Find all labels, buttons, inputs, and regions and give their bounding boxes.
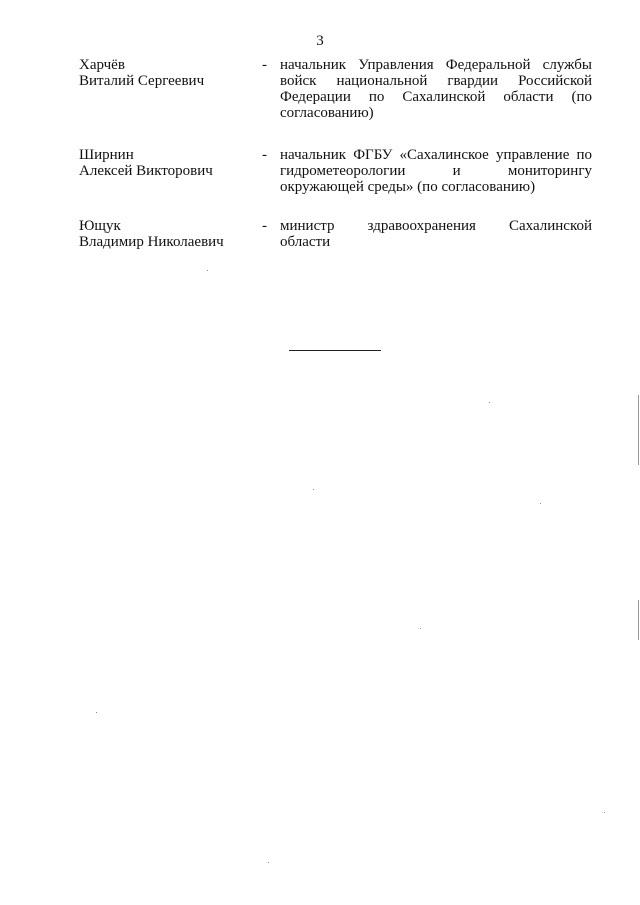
member-name xyxy=(79,57,254,89)
scan-speck xyxy=(540,503,541,504)
scan-speck xyxy=(604,812,605,813)
scan-speck xyxy=(207,270,208,271)
member-role xyxy=(280,218,592,250)
scan-edge-mark xyxy=(638,395,639,465)
entry-dash: - xyxy=(262,218,267,234)
role-line: гидрометеорологии и мониторингу xyxy=(280,163,592,179)
member-given-name: Алексей Викторович xyxy=(79,163,213,179)
scan-speck xyxy=(489,402,490,403)
role-line: Федерации по Сахалинской области (по xyxy=(280,89,592,105)
member-role xyxy=(280,147,592,195)
member-given-name: Виталий Сергеевич xyxy=(79,73,205,89)
page-number: 3 xyxy=(316,33,324,49)
role-line: начальник Управления Федеральной службы xyxy=(280,57,592,73)
role-line: войск национальной гвардии Российской xyxy=(280,73,592,89)
member-role xyxy=(280,57,592,121)
role-line: окружающей среды» (по согласованию) xyxy=(280,179,536,195)
member-given-name: Владимир Николаевич xyxy=(79,234,224,250)
scan-speck xyxy=(96,712,97,713)
role-line: согласованию) xyxy=(280,105,374,121)
member-name xyxy=(79,218,254,250)
scan-speck xyxy=(313,489,314,490)
entry-dash: - xyxy=(262,147,267,163)
scan-speck xyxy=(268,862,269,863)
scan-speck xyxy=(420,628,421,629)
member-surname: Ющук xyxy=(79,218,121,234)
entry-dash: - xyxy=(262,57,267,73)
member-surname: Ширнин xyxy=(79,147,134,163)
member-name xyxy=(79,147,254,179)
role-line: области xyxy=(280,234,331,250)
end-divider-line xyxy=(289,350,381,351)
member-surname: Харчёв xyxy=(79,57,125,73)
role-line: министр здравоохранения Сахалинской xyxy=(280,218,592,234)
scan-edge-mark xyxy=(638,600,639,640)
role-line: начальник ФГБУ «Сахалинское управление по xyxy=(280,147,592,163)
